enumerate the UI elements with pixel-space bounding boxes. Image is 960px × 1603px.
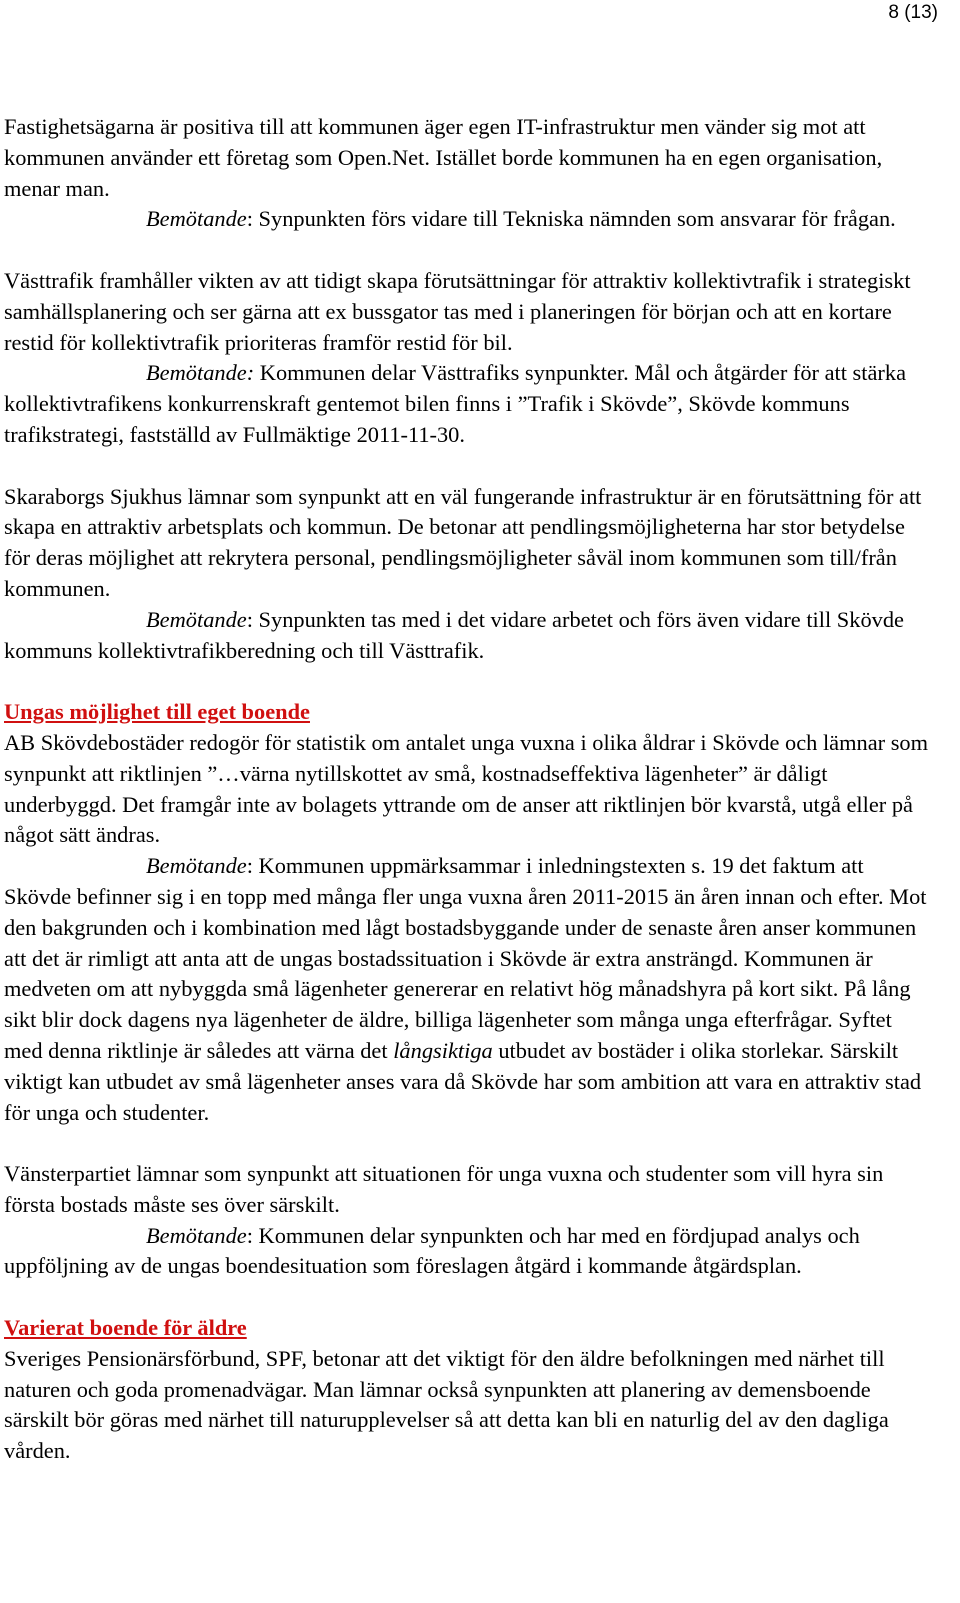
response-skaraborgs-sjukhus — [4, 605, 934, 667]
response-vasttrafik — [4, 358, 934, 450]
response-text: utbudet av bostäder i olika storlekar. Särskilt viktigt kan utbudet av små lägenheter anses vara då Skövde har som ambition att vara en attraktiv stad för unga och studenter. — [4, 1037, 922, 1125]
response-label: Bemötande: — [146, 360, 255, 386]
response-vansterpartiet — [4, 1221, 934, 1283]
response-fastighetsagarna — [4, 204, 934, 235]
paragraph-fastighetsagarna: Fastighetsägarna är positiva till att kommunen äger egen IT-infrastruktur men vänder sig mot att kommunen använder ett företag som Open.Net. Istället borde kommunen ha en egen organisation, menar man. — [4, 114, 883, 201]
response-label: Bemötande — [146, 853, 247, 879]
response-label: Bemötande — [146, 206, 247, 232]
paragraph-skaraborgs-sjukhus: Skaraborgs Sjukhus lämnar som synpunkt att en väl fungerande infrastruktur är en förutsättning för att skapa en attraktiv arbetsplats och kommun. De betonar att pendlingsmöjligheterna har stor betydelse för deras möjlighet att rekrytera personal, pendlingsmöjligheter såväl inom kommunen som till/från kommunen. — [4, 483, 922, 601]
response-text: Kommunen delar Västtrafiks synpunkter. Mål och åtgärder för att stärka kollektivtrafikens konkurrenskraft gentemot bilen finns i ”Trafik i Skövde”, Skövde kommuns trafikstrategi, fastställd av Fullmäktige 2011-11-30. — [4, 360, 907, 447]
response-text: : Kommunen delar synpunkten och har med en fördjupad analys och uppföljning av de ungas boendesituation som föreslagen åtgärd i kommande åtgärdsplan. — [4, 1222, 860, 1279]
document-body — [4, 112, 934, 1467]
response-skovdebostader — [4, 851, 934, 1128]
paragraph-vasttrafik: Västtrafik framhåller vikten av att tidigt skapa förutsättningar för attraktiv kollektivtrafik i strategiskt samhällsplanering och ser gärna att ex bussgator tas med i planeringen för början och att en kortare restid för kollektivtrafik prioriteras framför restid för bil. — [4, 267, 911, 355]
response-text: : Synpunkten förs vidare till Tekniska nämnden som ansvarar för frågan. — [246, 206, 896, 232]
section-heading-aldreboende: Varierat boende för äldre — [4, 1315, 247, 1341]
response-label: Bemötande — [146, 1222, 247, 1248]
paragraph-vansterpartiet: Vänsterpartiet lämnar som synpunkt att situationen för unga vuxna och studenter som vill hyra sin första bostads måste ses över särskilt. — [4, 1161, 884, 1217]
paragraph-skovdebostader: AB Skövdebostäder redogör för statistik om antalet unga vuxna i olika åldrar i Skövde och lämnar som synpunkt att riktlinjen ”…värna nytillskottet av små, kostnadseffektiva lägenheter” är dåligt underbyggd. Det framgår inte av bolagets yttrande om de anser att riktlinjen bör kvarstå, utgå eller på något sätt ändras. — [4, 729, 929, 848]
emphasis-text: långsiktiga — [393, 1037, 493, 1063]
page-number: 8 (13) — [888, 2, 938, 23]
response-label: Bemötande — [146, 606, 247, 632]
response-text: : Kommunen uppmärksammar i inledningstexten s. 19 det faktum att Skövde befinner sig i en topp med många fler unga vuxna åren 2011-2015 än åren innan och efter. Mot den bakgrunden och i kombination med lågt bostadsbyggande under de senaste åren anser kommunen att det är rimligt att anta att de ungas bostadssituation i Skövde är extra ansträngd. Kommunen är medveten om att nybyggda små lägenheter genererar en relativt hög månadshyra på kort sikt. På lång sikt blir dock dagens nya lägenheter de äldre, billiga lägenheter som många unga efterfrågar. Syftet med denna riktlinje är således att värna det — [4, 853, 927, 1063]
response-text: : Synpunkten tas med i det vidare arbetet och förs även vidare till Skövde kommuns kollektivtrafikberedning och till Västtrafik. — [4, 606, 904, 663]
section-heading-ungas-boende: Ungas möjlighet till eget boende — [4, 699, 310, 725]
paragraph-spf: Sveriges Pensionärsförbund, SPF, betonar att det viktigt för den äldre befolkningen med närhet till naturen och goda promenadvägar. Man lämnar också synpunkten att planering av demensboende särskilt bör göras med närhet till naturupplevelser så att detta kan bli en naturlig del av den dagliga vården. — [4, 1345, 889, 1464]
